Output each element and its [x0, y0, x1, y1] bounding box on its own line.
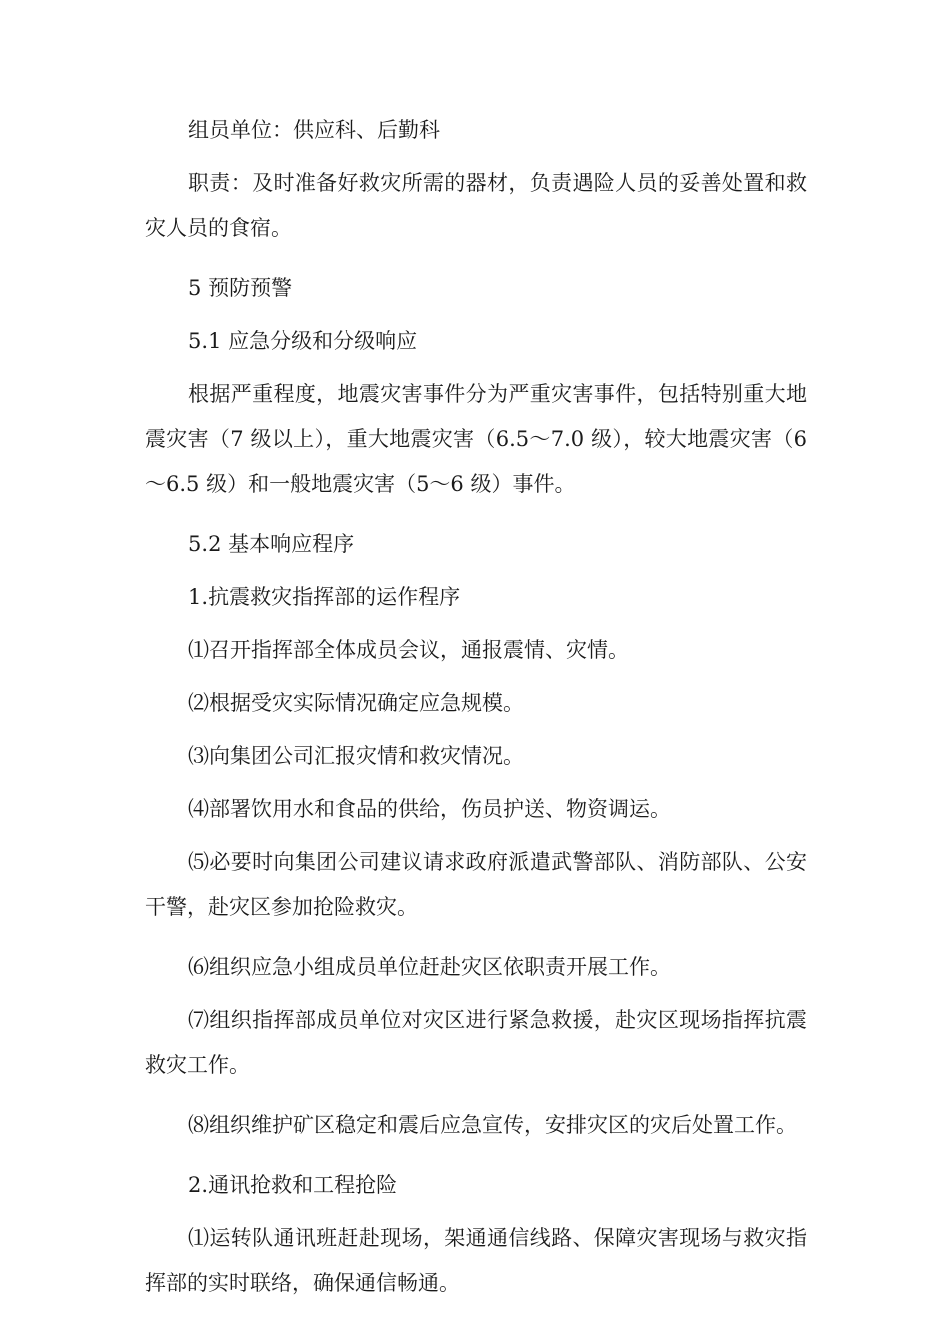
list-item-8: ⑻组织维护矿区稳定和震后应急宣传，安排灾区的灾后处置工作。	[188, 1113, 798, 1137]
heading-emergency-grading: 5.1 应急分级和分级响应	[188, 329, 418, 353]
paragraph-severity-levels: 根据严重程度，地震灾害事件分为严重灾害事件，包括特别重大地震灾害（7 级以上），重大地震灾害（6.5～7.0 级），较大地震灾害（6～6.5 级）和一般地震灾害（5～6 级）事件。	[145, 382, 807, 496]
list-item-6: ⑹组织应急小组成员单位赶赴灾区依职责开展工作。	[188, 955, 672, 979]
document-page	[145, 108, 807, 1321]
list-item-7: ⑺组织指挥部成员单位对灾区进行紧急救援，赴灾区现场指挥抗震救灾工作。	[145, 1008, 807, 1077]
heading-communication-rescue: 2.通讯抢救和工程抢险	[188, 1173, 398, 1197]
list-item-2: ⑵根据受灾实际情况确定应急规模。	[188, 691, 525, 715]
list-item-3: ⑶向集团公司汇报灾情和救灾情况。	[188, 744, 525, 768]
heading-command-procedure: 1.抗震救灾指挥部的运作程序	[188, 585, 461, 609]
list-item-5: ⑸必要时向集团公司建议请求政府派遣武警部队、消防部队、公安干警，赴灾区参加抢险救灾。	[145, 850, 807, 919]
list-item-comm-1: ⑴运转队通讯班赶赴现场，架通通信线路、保障灾害现场与救灾指挥部的实时联络，确保通信畅通。	[145, 1226, 807, 1295]
list-item-4: ⑷部署饮用水和食品的供给，伤员护送、物资调运。	[188, 797, 672, 821]
heading-prevention-warning: 5 预防预警	[188, 276, 293, 300]
paragraph-member-units: 组员单位：供应科、后勤科	[188, 118, 441, 142]
list-item-1: ⑴召开指挥部全体成员会议，通报震情、灾情。	[188, 638, 630, 662]
heading-basic-response: 5.2 基本响应程序	[188, 532, 355, 556]
paragraph-duties: 职责：及时准备好救灾所需的器材，负责遇险人员的妥善处置和救灾人员的食宿。	[145, 171, 807, 240]
